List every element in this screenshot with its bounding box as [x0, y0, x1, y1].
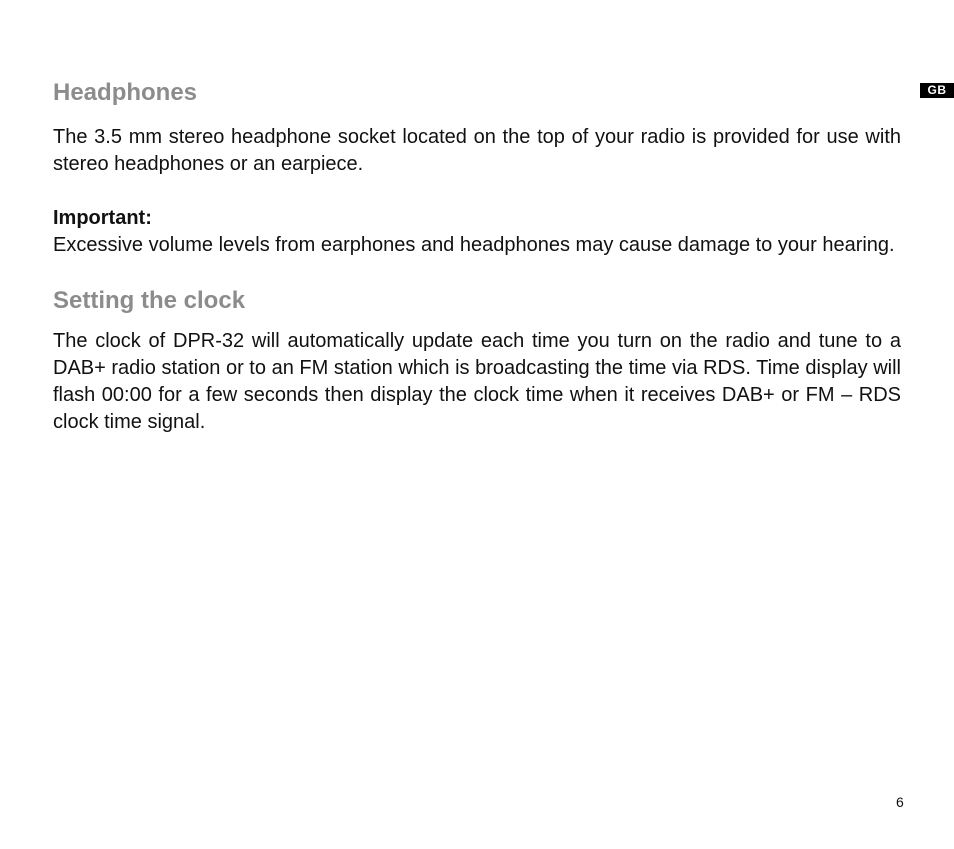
clock-paragraph: The clock of DPR-32 will automatically update each time you turn on the radio and tune to a DAB+ radio station or to an FM station which is broadcasting the time via RDS. Time display will flash 00:00 for a few seconds then display the clock time when it receives DAB+ or FM – RDS clock time signal.: [53, 330, 901, 433]
important-warning-text: Excessive volume levels from earphones and headphones may cause damage to your hearing.: [53, 234, 895, 256]
page-number: 6: [896, 794, 904, 810]
language-badge: GB: [920, 83, 954, 98]
page-content: [53, 78, 901, 436]
section-title-headphones: Headphones: [53, 79, 198, 106]
section-title-setting-the-clock: Setting the clock: [53, 287, 246, 314]
important-label: Important:: [53, 207, 152, 229]
headphones-paragraph: The 3.5 mm stereo headphone socket located on the top of your radio is provided for use with stereo headphones or an earpiece.: [53, 126, 901, 175]
